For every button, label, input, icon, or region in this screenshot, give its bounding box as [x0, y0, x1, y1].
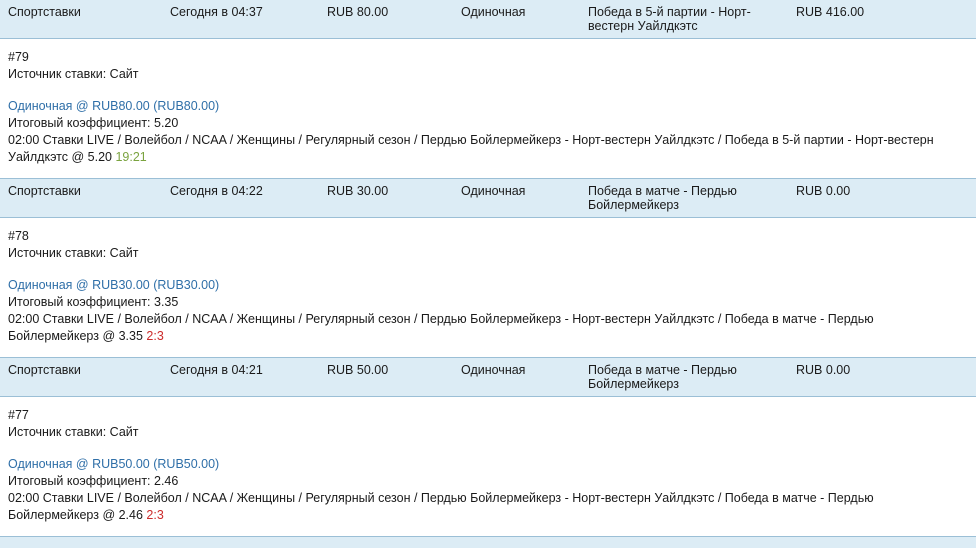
bet-id: #77 [8, 408, 29, 422]
bet-return-cell: RUB 0.00 [788, 358, 976, 397]
bet-score: 19:21 [115, 150, 147, 164]
bet-type-cell: Спортставки [0, 179, 162, 218]
table-bottom-strip [0, 536, 976, 548]
bet-type-cell: Спортставки [0, 0, 162, 39]
bet-date-cell: Сегодня в 04:37 [162, 0, 319, 39]
bet-total-odds: Итоговый коэффициент: 2.46 [8, 474, 179, 488]
bet-id: #78 [8, 229, 29, 243]
bet-total-odds: Итоговый коэффициент: 3.35 [8, 295, 179, 309]
bet-kind-cell: Одиночная [453, 0, 580, 39]
bet-id: #79 [8, 50, 29, 64]
table-row[interactable] [0, 0, 976, 39]
bet-detail-cell [0, 39, 976, 179]
bet-detail-cell [0, 397, 976, 537]
bet-leg [8, 311, 968, 345]
bet-score: 2:3 [146, 329, 164, 343]
bet-source: Источник ставки: Сайт [8, 67, 139, 81]
bet-source: Источник ставки: Сайт [8, 246, 139, 260]
bet-market-cell: Победа в матче - Пердью Бойлермейкерз [580, 179, 788, 218]
bet-return-cell: RUB 416.00 [788, 0, 976, 39]
spacer [8, 83, 968, 97]
bet-total-odds: Итоговый коэффициент: 5.20 [8, 116, 179, 130]
bet-detail-row [0, 397, 976, 537]
spacer [8, 262, 968, 276]
bet-source: Источник ставки: Сайт [8, 425, 139, 439]
bet-market-cell: Победа в матче - Пердью Бойлермейкерз [580, 358, 788, 397]
table-row[interactable] [0, 358, 976, 397]
bet-stake-cell: RUB 50.00 [319, 358, 453, 397]
bet-leg [8, 490, 968, 524]
bet-date-cell: Сегодня в 04:22 [162, 179, 319, 218]
bet-type-cell: Спортставки [0, 358, 162, 397]
bet-selection-header[interactable]: Одиночная @ RUB50.00 (RUB50.00) [8, 457, 220, 471]
bet-leg-text: 02:00 Ставки LIVE / Волейбол / NCAA / Женщины / Регулярный сезон / Пердью Бойлермейкерз - Норт-вестерн Уайлдкэтс / Победа в матче - Пердью Бойлермейкерз @ 2.46 [8, 491, 874, 522]
bet-date-cell: Сегодня в 04:21 [162, 358, 319, 397]
bet-return-cell: RUB 0.00 [788, 179, 976, 218]
bet-stake-cell: RUB 80.00 [319, 0, 453, 39]
bet-score: 2:3 [146, 508, 164, 522]
bet-kind-cell: Одиночная [453, 358, 580, 397]
spacer [8, 441, 968, 455]
bet-leg-text: 02:00 Ставки LIVE / Волейбол / NCAA / Женщины / Регулярный сезон / Пердью Бойлермейкерз - Норт-вестерн Уайлдкэтс / Победа в матче - Пердью Бойлермейкерз @ 3.35 [8, 312, 874, 343]
bet-stake-cell: RUB 30.00 [319, 179, 453, 218]
bet-kind-cell: Одиночная [453, 179, 580, 218]
bet-leg [8, 132, 968, 166]
bet-leg-text: 02:00 Ставки LIVE / Волейбол / NCAA / Женщины / Регулярный сезон / Пердью Бойлермейкерз - Норт-вестерн Уайлдкэтс / Победа в 5-й партии - Норт-вестерн Уайлдкэтс @ 5.20 [8, 133, 934, 164]
bet-selection-header[interactable]: Одиночная @ RUB30.00 (RUB30.00) [8, 278, 220, 292]
bet-detail-cell [0, 218, 976, 358]
bet-selection-header[interactable]: Одиночная @ RUB80.00 (RUB80.00) [8, 99, 220, 113]
bet-detail-row [0, 218, 976, 358]
table-row[interactable] [0, 179, 976, 218]
bet-detail-row [0, 39, 976, 179]
bet-market-cell: Победа в 5-й партии - Норт-вестерн Уайлдкэтс [580, 0, 788, 39]
